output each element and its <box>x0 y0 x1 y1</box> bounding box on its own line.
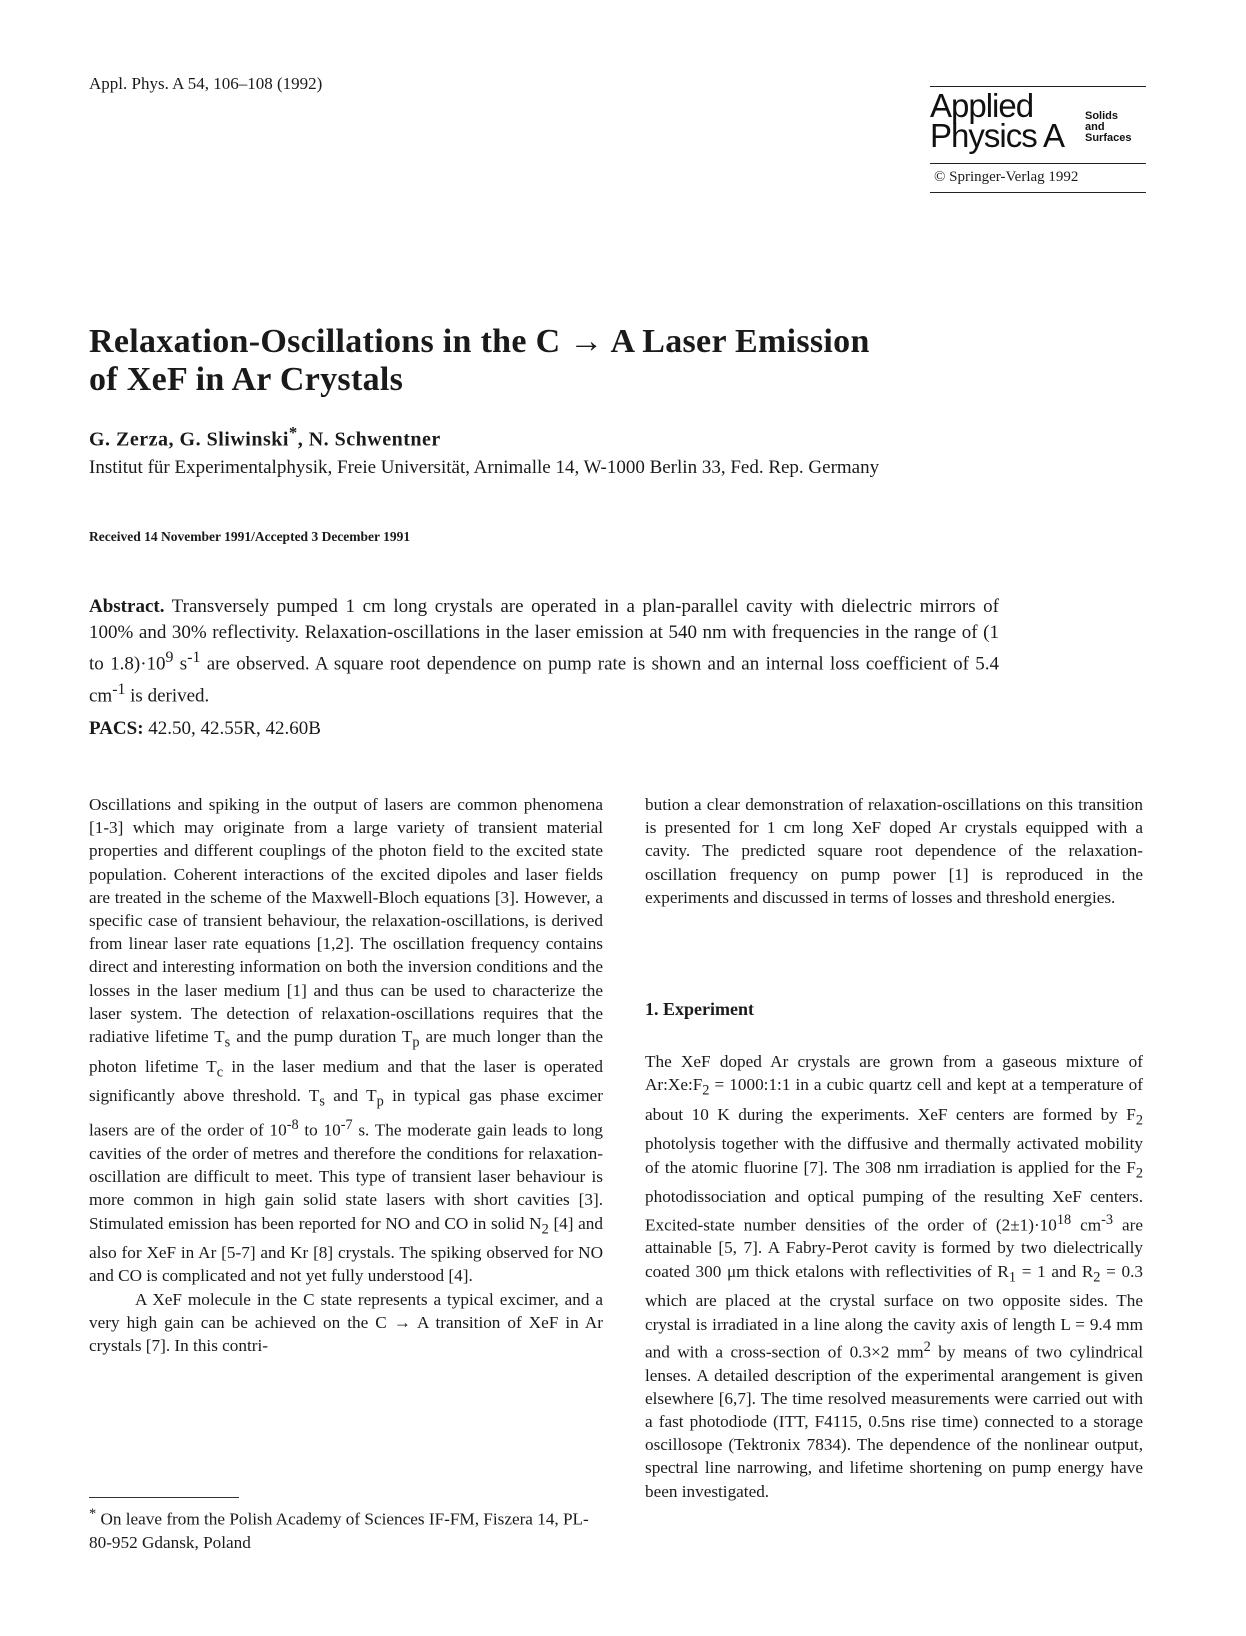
section-heading-experiment: 1. Experiment <box>645 999 754 1019</box>
text: photodissociation and optical pumping of the resulting XeF centers. Excited-state number densities of the order of (2±1)·10 <box>645 1187 1143 1235</box>
text: The XeF doped Ar crystals are grown from a gaseous mixture of Ar:Xe:F <box>645 1052 1143 1095</box>
text: photolysis together with the diffusive and thermally activated mobility of the atomic fluorine [7]. The 308 nm irradiation is applied for the F <box>645 1134 1143 1177</box>
text: are attainable [5, 7]. A Fabry-Perot cavity is formed by two dielectrically coated 300 μm thick etalons with reflectivities of R <box>645 1215 1144 1281</box>
logo-side2: and <box>1085 121 1105 133</box>
sub: s <box>224 1034 231 1051</box>
sup: -8 <box>286 1116 299 1133</box>
intro-continuation: bution a clear demonstration of relaxation-oscillations on this transition is presented for 1 cm long XeF doped Ar crystals equipped with a cavity. The predicted square root dependence of the relaxation-oscillation frequency on pump power [1] is reproduced in the experiments and discussed in terms of losses and threshold energies. <box>645 795 1143 907</box>
sup: 2 <box>923 1338 931 1355</box>
text: by means of two cylindrical lenses. A detailed description of the experimental arangement is given elsewhere [6,7]. The time resolved measurements were carried out with a fast photodiode (ITT, F4115, 0.5ns rise time) connected to a storage oscillosope (Tektronix 7834). The dependence of the nonlinear output, spectral line narrowing, and lifetime shortening on pump energy have been investigated. <box>645 1342 1144 1501</box>
sup: 9 <box>165 649 174 666</box>
journal-citation: Appl. Phys. A 54, 106–108 (1992) <box>89 74 323 93</box>
logo-bottom-rule <box>930 192 1146 193</box>
text: cm <box>1071 1215 1102 1235</box>
sup: -1 <box>112 680 126 698</box>
sub: 2 <box>702 1082 710 1099</box>
abstract-text: are observed. A square root dependence on pump rate is shown and an internal loss coefficient of 5.4 cm <box>89 653 999 707</box>
journal-logo-box <box>930 86 1146 193</box>
text: Oscillations and spiking in the output of lasers are common phenomena [1-3] which may originate from a large variety of transient material properties and different couplings of the photon field to the excited state population. Coherent interactions of the excited dipoles and laser fields are treated in the scheme of the Maxwell-Bloch equations [3]. However, a specific case of transient behaviour, the relaxation-oscillations, is derived from linear laser rate equations [1,2]. The oscillation frequency contains direct and interesting information on both the inversion conditions and the losses in the laser medium [1] and thus can be used to characterize the laser system. The detection of relaxation-oscillations requires that the radiative lifetime T <box>89 795 603 1047</box>
footnote-text: On leave from the Polish Academy of Sciences IF-FM, Fiszera 14, PL-80-952 Gdansk, Poland <box>89 1509 589 1553</box>
sup: 18 <box>1056 1211 1072 1228</box>
intro-paragraph <box>89 793 603 1288</box>
abstract <box>89 594 999 709</box>
abstract-text: s <box>173 653 188 675</box>
authors-part1: G. Zerza, G. Sliwinski <box>89 428 289 451</box>
text: in the laser medium and that the laser is operated significantly above threshold. T <box>89 1056 603 1106</box>
title-line1: Relaxation-Oscillations in the C → A Laser Emission <box>89 323 870 360</box>
abstract-text: Transversely pumped 1 cm long crystals are operated in a plan-parallel cavity with dielectric mirrors of 100% and 30% reflectivity. Relaxation-oscillations in the laser emission at 540 nm with frequencies in the range of (1 to 1.8)·10 <box>89 596 999 675</box>
experiment-section <box>645 1050 1143 1503</box>
author-footnote <box>89 1503 609 1555</box>
sub: s <box>319 1093 325 1110</box>
text: and T <box>324 1086 377 1106</box>
text: to 10 <box>298 1120 341 1140</box>
sub: 2 <box>541 1220 549 1237</box>
pacs-value: 42.50, 42.55R, 42.60B <box>143 718 321 739</box>
footnote-mark: * <box>89 1506 97 1522</box>
sup: -7 <box>340 1116 353 1133</box>
sub: 2 <box>1135 1112 1143 1129</box>
sub: c <box>216 1064 224 1081</box>
text: = 1 and R <box>1016 1261 1094 1281</box>
sub: 2 <box>1135 1165 1143 1182</box>
footnote-divider <box>89 1497 239 1498</box>
abstract-label: Abstract. <box>89 596 165 617</box>
text: are much longer than the photon lifetime T <box>89 1027 603 1076</box>
authors-part2: , N. Schwentner <box>297 428 441 451</box>
text: [4] and also for XeF in Ar [5-7] and Kr [8] crystals. The spiking observed for NO and CO is complicated and not yet fully understood [4]. <box>89 1213 603 1286</box>
sub: 1 <box>1008 1269 1017 1286</box>
logo-line2: Physics A <box>930 117 1065 154</box>
sup: -3 <box>1101 1211 1114 1228</box>
copyright: © Springer-Verlag 1992 <box>934 169 1079 185</box>
text: = 0.3 which are placed at the crystal surface on two opposite sides. The crystal is irradiated in a line along the cavity axis of length L = 9.4 mm and with a cross-section of 0.3×2 mm <box>645 1261 1143 1362</box>
title-line2: of XeF in Ar Crystals <box>89 361 404 398</box>
pacs-codes <box>89 718 321 740</box>
sub: p <box>412 1034 420 1051</box>
logo-side3: Surfaces <box>1085 132 1132 144</box>
author-footnote-mark: * <box>288 423 298 442</box>
text: in typical gas phase excimer lasers are of the order of 10 <box>89 1086 603 1140</box>
logo-side1: Solids <box>1085 110 1119 122</box>
received-dates: Received 14 November 1991/Accepted 3 December 1991 <box>89 529 411 544</box>
logo-wordmark <box>930 87 1065 154</box>
logo-line1: Applied <box>930 87 1034 124</box>
authors <box>89 423 441 452</box>
abstract-text: is derived. <box>125 685 210 707</box>
text: and the pump duration T <box>230 1027 413 1047</box>
body-right-column-top <box>645 793 1143 909</box>
sup: -1 <box>187 649 201 666</box>
pacs-label: PACS: <box>89 718 144 739</box>
article-title <box>89 323 1049 399</box>
sub: p <box>376 1093 384 1110</box>
text: s. The moderate gain leads to long cavities of the order of metres and therefore the conditions for relaxation-oscillation are difficult to meet. This type of transient laser behaviour is more common in high gain solid state lasers with short cavities [3]. Stimulated emission has been reported for NO and CO in solid N <box>89 1120 604 1233</box>
sub: 2 <box>1093 1269 1101 1286</box>
body-left-column <box>89 793 603 1357</box>
xef-paragraph: A XeF molecule in the C state represents a typical excimer, and a very high gain can be achieved on the C → A transition of XeF in Ar crystals [7]. In this contri- <box>89 1289 603 1355</box>
logo-subtitle <box>1085 111 1131 144</box>
journal-logo <box>930 87 1146 163</box>
experiment-paragraph <box>645 1050 1143 1503</box>
affiliation: Institut für Experimentalphysik, Freie Universität, Arnimalle 14, W-1000 Berlin 33, Fed. Rep. Germany <box>89 457 880 478</box>
text: = 1000:1:1 in a cubic quartz cell and kept at a temperature of about 10 K during the experiments. XeF centers are formed by F <box>645 1075 1143 1124</box>
